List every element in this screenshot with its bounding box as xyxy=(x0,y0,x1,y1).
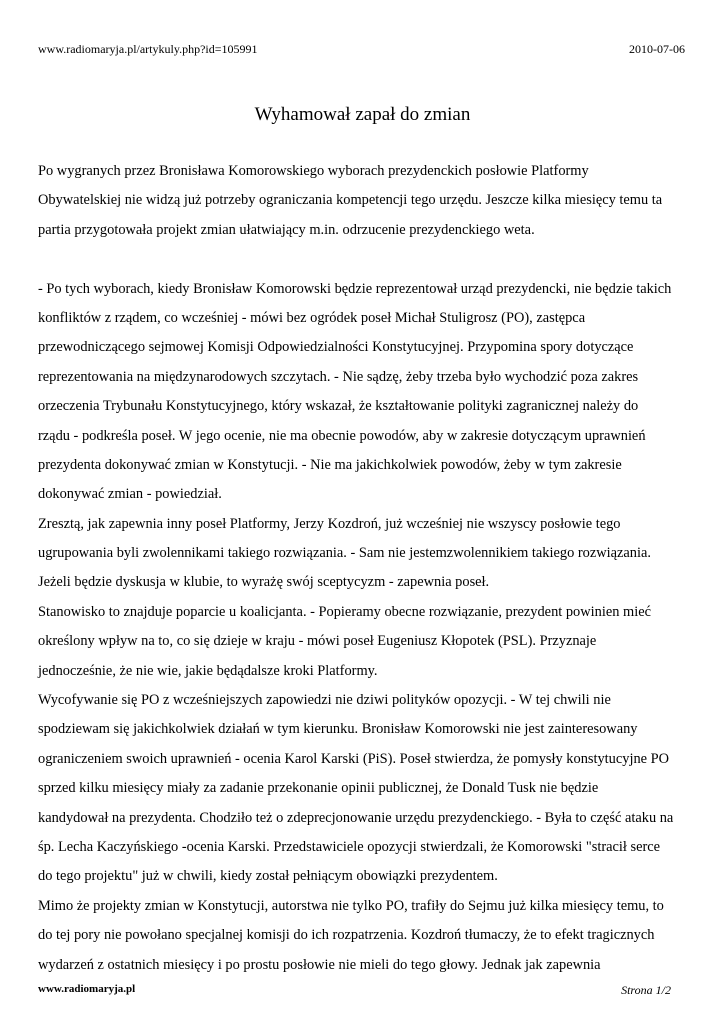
text-line: partia przygotowała projekt zmian ułatwiający m.in. odrzucenie prezydenckiego weta. xyxy=(38,221,535,238)
footer-page-number: Strona 1/2 xyxy=(621,983,671,997)
article-title: Wyhamował zapał do zmian xyxy=(254,104,471,125)
text-line: dokonywać zmian - powiedział. xyxy=(38,486,222,503)
text-line: do tej pory nie powołano specjalnej komisji do ich rozpatrzenia. Kozdroń tłumaczy, że to efekt tragicznych xyxy=(38,927,655,944)
text-line: wydarzeń z ostatnich miesięcy i po prostu posłowie nie mieli do tego głowy. Jednak jak zapewnia xyxy=(38,956,601,973)
text-line: - Po tych wyborach, kiedy Bronisław Komorowski będzie reprezentował urząd prezydencki, nie będzie takich xyxy=(38,280,672,297)
text-line: określony wpływ na to, co się dzieje w kraju - mówi poseł Eugeniusz Kłopotek (PSL). Przyznaje xyxy=(38,633,597,650)
header-url: www.radiomaryja.pl/artykuly.php?id=105991 xyxy=(38,42,258,56)
text-line: Po wygranych przez Bronisława Komorowskiego wyborach prezydenckich posłowie Platformy xyxy=(38,163,589,179)
text-line: Zresztą, jak zapewnia inny poseł Platformy, Jerzy Kozdroń, już wcześniej nie wszyscy posłowie tego xyxy=(38,515,621,532)
text-line: do tego projektu" już w chwili, kiedy został pełniącym obowiązki prezydentem. xyxy=(38,868,498,885)
footer-site: www.radiomaryja.pl xyxy=(38,983,136,995)
text-line: Wycofywanie się PO z wcześniejszych zapowiedzi nie dziwi polityków opozycji. - W tej chwili nie xyxy=(38,692,611,709)
text-line: Mimo że projekty zmian w Konstytucji, autorstwa nie tylko PO, trafiły do Sejmu już kilka miesięcy temu, to xyxy=(38,897,664,914)
text-line: jednocześnie, że nie wie, jakie będądalsze kroki Platformy. xyxy=(38,662,378,679)
text-line: konfliktów z rządem, co wcześniej - mówi bez ogródek poseł Michał Stuligrosz (PO), zastępca xyxy=(38,309,586,326)
text-line: rządu - podkreśla poseł. W jego ocenie, nie ma obecnie powodów, aby w zakresie dotyczącym uprawnień xyxy=(38,427,646,444)
text-line: przewodniczącego sejmowej Komisji Odpowiedzialności Konstytucyjnej. Przypomina spory dotyczące xyxy=(38,339,634,356)
text-line: Obywatelskiej nie widzą już potrzeby ograniczania kompetencji tego urzędu. Jeszcze kilka miesięcy temu ta xyxy=(38,192,663,209)
article-body xyxy=(38,157,688,980)
text-line: ugrupowania byli zwolennikami takiego rozwiązania. - Sam nie jestemzwolennikiem takiego rozwiązania. xyxy=(38,545,651,562)
text-line: spodziewam się jakichkolwiek działań w tym kierunku. Bronisław Komorowski nie jest zainteresowany xyxy=(38,721,638,738)
text-line: prezydenta dokonywać zmian w Konstytucji. - Nie ma jakichkolwiek powodów, żeby w tym zakresie xyxy=(38,456,622,473)
text-line: sprzed kilku miesięcy miały za zadanie przekonanie opinii publicznej, że Donald Tusk nie będzie xyxy=(38,780,599,797)
text-line: orzeczenia Trybunału Konstytucyjnego, który wskazał, że kształtowanie polityki zagranicznej należy do xyxy=(38,398,639,415)
text-line: reprezentowania na międzynarodowych szczytach. - Nie sądzę, żeby trzeba było wychodzić poza zakres xyxy=(38,368,639,385)
paragraph-gap xyxy=(38,245,688,274)
header-date: 2010-07-06 xyxy=(629,42,685,56)
text-line: Stanowisko to znajduje poparcie u koalicjanta. - Popieramy obecne rozwiązanie, prezydent powinien mieć xyxy=(38,603,651,620)
text-line: Jeżeli będzie dyskusja w klubie, to wyrażę swój sceptycyzm - zapewnia poseł. xyxy=(38,574,490,591)
text-line: ograniczeniem swoich uprawnień - ocenia Karol Karski (PiS). Poseł stwierdza, że pomysły konstytucyjne PO xyxy=(38,750,670,767)
text-line: kandydował na prezydenta. Chodziło też o zdeprecjonowanie urzędu prezydenckiego. - Była to część ataku na xyxy=(38,809,674,826)
text-line: śp. Lecha Kaczyńskiego -ocenia Karski. Przedstawiciele opozycji stwierdzali, że Komorowski "stracił serce xyxy=(38,838,661,855)
